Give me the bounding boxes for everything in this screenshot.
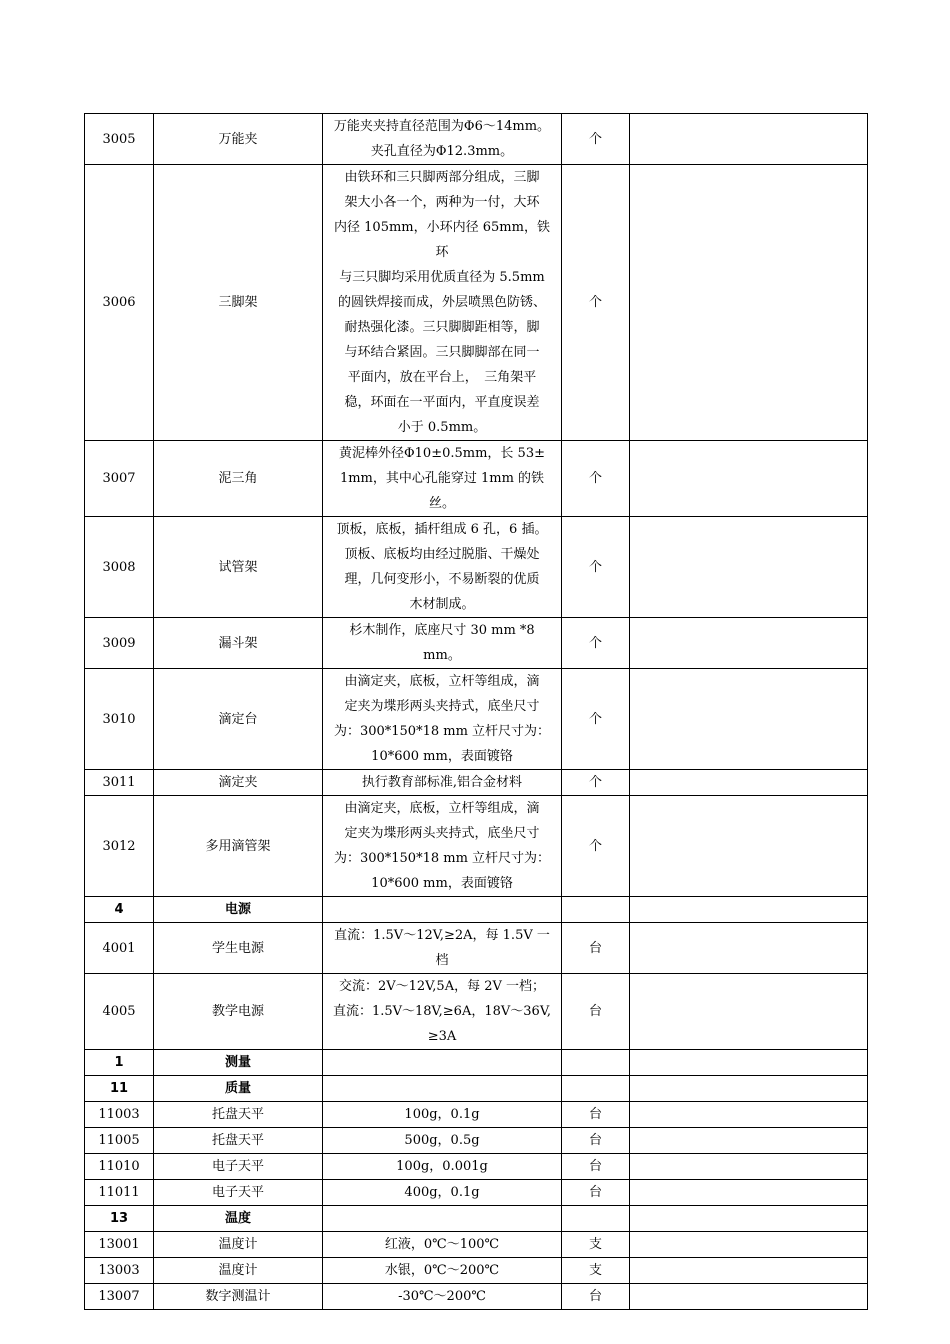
item-remark [630, 165, 868, 441]
item-unit: 台 [562, 1128, 630, 1154]
table-row [85, 923, 868, 974]
item-remark [630, 1206, 868, 1232]
item-spec-line: 黄泥棒外径Φ10±0.5mm，长 53± [339, 446, 545, 461]
item-spec-line: 杉木制作，底座尺寸 30 mm *8 mm。 [349, 623, 535, 663]
item-code: 3010 [85, 669, 154, 770]
table-row [85, 1284, 868, 1310]
item-spec-line: 为：300*150*18 mm 立杆尺寸为： [333, 724, 551, 739]
item-remark [630, 517, 868, 618]
item-spec-line: 档 [435, 953, 449, 968]
item-code: 3012 [85, 796, 154, 897]
item-spec [323, 1154, 562, 1180]
item-spec-line: 万能夹夹持直径范围为Φ6～14mm。 [333, 119, 551, 134]
item-spec [323, 441, 562, 517]
item-unit: 支 [562, 1258, 630, 1284]
item-spec [323, 669, 562, 770]
table-row [85, 974, 868, 1050]
table-row [85, 1258, 868, 1284]
table-row [85, 114, 868, 165]
item-name: 教学电源 [154, 974, 323, 1050]
item-unit: 台 [562, 1284, 630, 1310]
item-spec-line: 水银，0℃～200℃ [384, 1263, 500, 1278]
item-remark [630, 1154, 868, 1180]
item-spec [323, 1102, 562, 1128]
item-code: 13 [85, 1206, 154, 1232]
item-spec-line: 10*600 mm，表面镀铬 [371, 749, 513, 764]
item-name: 试管架 [154, 517, 323, 618]
item-spec-line: 10*600 mm，表面镀铬 [371, 876, 513, 891]
item-remark [630, 1102, 868, 1128]
item-unit: 个 [562, 517, 630, 618]
item-spec-line: 由滴定夹，底板，立杆等组成，滴 [344, 801, 540, 816]
item-remark [630, 669, 868, 770]
item-spec-line: 理，几何变形小，不易断裂的优质 [344, 572, 540, 587]
item-code: 4 [85, 897, 154, 923]
table-row [85, 1102, 868, 1128]
item-spec [323, 165, 562, 441]
item-spec-line: 直流：1.5V～12V,≥2A，每 1.5V 一 [334, 928, 550, 943]
item-spec-line: 内径 105mm，小环内径 65mm，铁环 [334, 220, 550, 260]
item-spec-line: 耐热强化漆。三只脚脚距相等，脚 [344, 320, 540, 335]
item-spec-line: 直流：1.5V～18V,≥6A，18V～36V, [332, 1004, 552, 1019]
item-spec [323, 1076, 562, 1102]
table-row [85, 770, 868, 796]
item-code: 3005 [85, 114, 154, 165]
item-unit: 个 [562, 114, 630, 165]
item-spec-line: 与三只脚均采用优质直径为 5.5mm [339, 270, 545, 285]
item-code: 4005 [85, 974, 154, 1050]
table-row [85, 517, 868, 618]
item-spec-line: 与环结合紧固。三只脚脚部在同一 [344, 345, 540, 360]
item-name: 温度计 [154, 1258, 323, 1284]
item-code: 11003 [85, 1102, 154, 1128]
item-spec [323, 1180, 562, 1206]
equipment-table [84, 113, 868, 1310]
item-code: 13001 [85, 1232, 154, 1258]
table-row [85, 618, 868, 669]
table-row [85, 796, 868, 897]
item-spec-line: 平面内，放在平台上， 三角架平 [347, 370, 537, 385]
item-code: 11010 [85, 1154, 154, 1180]
item-spec [323, 1206, 562, 1232]
item-unit: 台 [562, 974, 630, 1050]
item-remark [630, 897, 868, 923]
item-spec [323, 796, 562, 897]
item-name: 三脚架 [154, 165, 323, 441]
item-name: 漏斗架 [154, 618, 323, 669]
item-spec [323, 770, 562, 796]
item-name: 质量 [154, 1076, 323, 1102]
item-spec [323, 1258, 562, 1284]
item-spec-line: 400g，0.1g [404, 1185, 480, 1200]
item-spec-line: 1mm，其中心孔能穿过 1mm 的铁丝。 [339, 471, 545, 511]
item-name: 学生电源 [154, 923, 323, 974]
item-spec [323, 517, 562, 618]
item-unit: 台 [562, 1180, 630, 1206]
item-remark [630, 441, 868, 517]
item-spec-line: 由滴定夹，底板，立杆等组成，滴 [344, 674, 540, 689]
item-code: 11011 [85, 1180, 154, 1206]
item-spec-line: 夹孔直径为Φ12.3mm。 [370, 144, 514, 159]
item-unit: 个 [562, 796, 630, 897]
item-unit [562, 1076, 630, 1102]
item-spec-line: 定夹为堞形两头夹持式，底坐尺寸 [344, 699, 540, 714]
item-name: 电子天平 [154, 1180, 323, 1206]
table-row [85, 1128, 868, 1154]
item-spec-line: -30℃～200℃ [398, 1289, 486, 1304]
item-unit: 个 [562, 669, 630, 770]
item-code: 13003 [85, 1258, 154, 1284]
section-header-row [85, 897, 868, 923]
equipment-table-body [85, 114, 868, 1310]
table-row [85, 669, 868, 770]
item-spec-line: 红液，0℃～100℃ [384, 1237, 500, 1252]
item-spec-line: 定夹为堞形两头夹持式，底坐尺寸 [344, 826, 540, 841]
item-unit: 个 [562, 770, 630, 796]
item-name: 数字测温计 [154, 1284, 323, 1310]
item-spec [323, 1128, 562, 1154]
item-spec [323, 1050, 562, 1076]
item-name: 温度 [154, 1206, 323, 1232]
item-spec-line: 的圆铁焊接而成，外层喷黑色防锈、 [337, 295, 546, 310]
item-code: 3007 [85, 441, 154, 517]
item-remark [630, 974, 868, 1050]
item-spec [323, 1232, 562, 1258]
item-code: 4001 [85, 923, 154, 974]
item-code: 11 [85, 1076, 154, 1102]
item-spec-line: 100g，0.001g [396, 1159, 488, 1174]
item-spec [323, 923, 562, 974]
item-unit: 个 [562, 618, 630, 669]
item-unit [562, 1050, 630, 1076]
item-remark [630, 796, 868, 897]
item-spec [323, 897, 562, 923]
item-code: 3006 [85, 165, 154, 441]
item-name: 托盘天平 [154, 1128, 323, 1154]
table-row [85, 1232, 868, 1258]
item-remark [630, 618, 868, 669]
item-remark [630, 923, 868, 974]
item-spec-line: 木材制成。 [409, 597, 475, 612]
item-remark [630, 770, 868, 796]
table-row [85, 1180, 868, 1206]
item-code: 13007 [85, 1284, 154, 1310]
item-code: 3008 [85, 517, 154, 618]
item-name: 托盘天平 [154, 1102, 323, 1128]
item-remark [630, 1284, 868, 1310]
table-row [85, 441, 868, 517]
item-spec-line: 执行教育部标准,铝合金材料 [361, 775, 523, 790]
section-header-row [85, 1206, 868, 1232]
item-remark [630, 1232, 868, 1258]
item-unit [562, 1206, 630, 1232]
item-unit: 个 [562, 165, 630, 441]
item-spec-line: 100g，0.1g [404, 1107, 480, 1122]
item-spec-line: 由铁环和三只脚两部分组成，三脚 [344, 170, 540, 185]
item-spec-line: 架大小各一个，两种为一付，大环 [344, 195, 540, 210]
item-spec-line: ≥3A [427, 1029, 457, 1044]
item-code: 1 [85, 1050, 154, 1076]
item-remark [630, 1180, 868, 1206]
item-unit: 台 [562, 1102, 630, 1128]
item-unit: 个 [562, 441, 630, 517]
item-spec-line: 顶板，底板，插杆组成 6 孔，6 插。 [336, 522, 548, 537]
item-spec-line: 小于 0.5mm。 [397, 420, 487, 435]
item-spec [323, 1284, 562, 1310]
item-spec-line: 为：300*150*18 mm 立杆尺寸为： [333, 851, 551, 866]
item-unit [562, 897, 630, 923]
item-name: 滴定夹 [154, 770, 323, 796]
item-name: 多用滴管架 [154, 796, 323, 897]
item-remark [630, 114, 868, 165]
item-name: 电源 [154, 897, 323, 923]
section-header-row [85, 1050, 868, 1076]
item-spec-line: 500g，0.5g [404, 1133, 480, 1148]
table-right-border [867, 113, 868, 1228]
table-row [85, 165, 868, 441]
item-remark [630, 1050, 868, 1076]
item-unit: 支 [562, 1232, 630, 1258]
item-spec [323, 974, 562, 1050]
section-header-row [85, 1076, 868, 1102]
item-remark [630, 1258, 868, 1284]
item-code: 3011 [85, 770, 154, 796]
item-unit: 台 [562, 1154, 630, 1180]
item-name: 万能夹 [154, 114, 323, 165]
item-remark [630, 1128, 868, 1154]
item-name: 滴定台 [154, 669, 323, 770]
item-spec [323, 618, 562, 669]
table-row [85, 1154, 868, 1180]
item-code: 3009 [85, 618, 154, 669]
item-unit: 台 [562, 923, 630, 974]
item-code: 11005 [85, 1128, 154, 1154]
item-remark [630, 1076, 868, 1102]
item-spec-line: 顶板、底板均由经过脱脂、干燥处 [344, 547, 540, 562]
item-name: 测量 [154, 1050, 323, 1076]
item-name: 温度计 [154, 1232, 323, 1258]
item-spec-line: 稳，环面在一平面内，平直度误差 [344, 395, 540, 410]
item-spec [323, 114, 562, 165]
item-spec-line: 交流：2V～12V,5A，每 2V 一档； [338, 979, 546, 994]
item-name: 电子天平 [154, 1154, 323, 1180]
item-name: 泥三角 [154, 441, 323, 517]
